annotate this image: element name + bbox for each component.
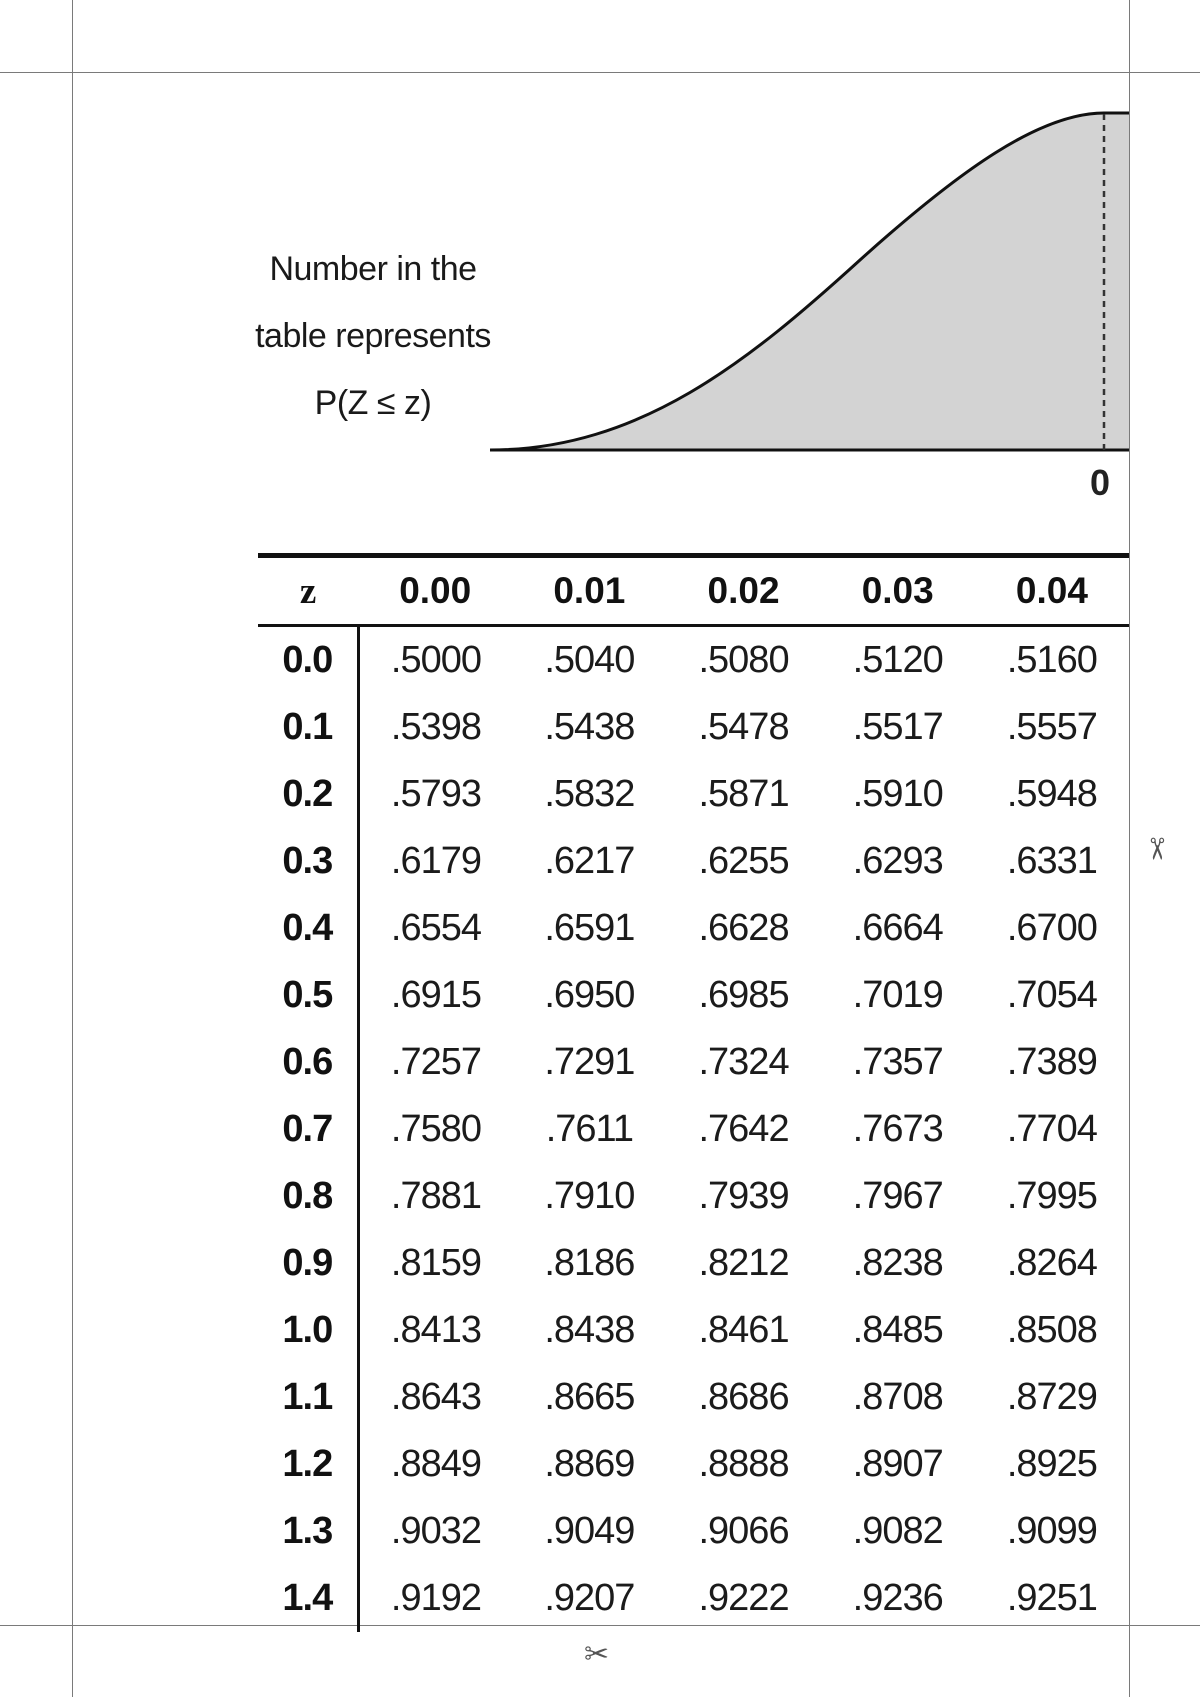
probability-cell: .7642: [698, 1108, 789, 1150]
header-z: z: [299, 570, 317, 612]
table-row: [258, 1498, 1129, 1565]
probability-cell: .5793: [390, 773, 481, 815]
header-col: 0.03: [861, 570, 934, 611]
probability-cell: .6217: [544, 840, 635, 882]
table-row: [258, 1364, 1129, 1431]
table-header-row: [258, 556, 1129, 626]
probability-cell: .6255: [698, 840, 789, 882]
probability-cell: .7019: [852, 974, 943, 1016]
table-row: [258, 1163, 1129, 1230]
caption-line-1: Number in the: [269, 250, 477, 288]
probability-cell: .8869: [544, 1443, 635, 1485]
probability-cell: .5040: [544, 639, 635, 681]
probability-cell: .7881: [390, 1175, 481, 1217]
z-value-cell: 1.2: [258, 1431, 358, 1498]
caption-line-2: table represents: [255, 317, 491, 355]
probability-cell: .9099: [1006, 1510, 1097, 1552]
probability-cell: .6591: [544, 907, 635, 949]
table-row: [258, 962, 1129, 1029]
probability-cell: .9236: [852, 1577, 943, 1619]
probability-cell: .6331: [1006, 840, 1097, 882]
probability-cell: .7967: [852, 1175, 943, 1217]
z-value-cell: 1.1: [258, 1364, 358, 1431]
z-value-cell: 0.1: [258, 694, 358, 761]
z-value-cell: 0.9: [258, 1230, 358, 1297]
probability-cell: .7995: [1006, 1175, 1097, 1217]
probability-cell: .8438: [544, 1309, 635, 1351]
table-body: [258, 626, 1129, 1633]
probability-cell: .8159: [390, 1242, 481, 1284]
probability-cell: .8888: [698, 1443, 789, 1485]
probability-cell: .6950: [544, 974, 635, 1016]
probability-cell: .7324: [698, 1041, 789, 1083]
probability-cell: .6554: [390, 907, 481, 949]
table-row: [258, 1029, 1129, 1096]
table-row: [258, 626, 1129, 695]
probability-cell: .5000: [390, 639, 481, 681]
table-row: [258, 694, 1129, 761]
probability-cell: .6293: [852, 840, 943, 882]
header-col: 0.04: [1015, 570, 1088, 611]
probability-cell: .9032: [390, 1510, 481, 1552]
table-row: [258, 761, 1129, 828]
probability-cell: .8212: [698, 1242, 789, 1284]
header-col: 0.02: [707, 570, 780, 611]
z-value-cell: 1.4: [258, 1565, 358, 1632]
probability-cell: .7910: [544, 1175, 635, 1217]
z-value-cell: 0.4: [258, 895, 358, 962]
probability-cell: .9082: [852, 1510, 943, 1552]
z-value-cell: 1.0: [258, 1297, 358, 1364]
probability-cell: .8729: [1006, 1376, 1097, 1418]
table-row: [258, 1297, 1129, 1364]
probability-cell: .5438: [544, 706, 635, 748]
caption-line-3: P(Z ≤ z): [314, 384, 432, 422]
probability-cell: .5120: [852, 639, 943, 681]
probability-cell: .5517: [852, 706, 943, 748]
probability-cell: .8413: [390, 1309, 481, 1351]
probability-cell: .5832: [544, 773, 635, 815]
probability-cell: .8485: [852, 1309, 943, 1351]
probability-cell: .7357: [852, 1041, 943, 1083]
probability-cell: .6664: [852, 907, 943, 949]
probability-cell: .7704: [1006, 1108, 1097, 1150]
z-value-cell: 1.3: [258, 1498, 358, 1565]
probability-cell: .8508: [1006, 1309, 1097, 1351]
probability-cell: .8665: [544, 1376, 635, 1418]
z-value-cell: 0.0: [258, 626, 358, 695]
probability-cell: .9222: [698, 1577, 789, 1619]
probability-cell: .9192: [390, 1577, 481, 1619]
z-value-cell: 0.8: [258, 1163, 358, 1230]
header-col: 0.01: [553, 570, 626, 611]
probability-cell: .5398: [390, 706, 481, 748]
z-value-cell: 0.6: [258, 1029, 358, 1096]
probability-cell: .6628: [698, 907, 789, 949]
probability-cell: .5478: [698, 706, 789, 748]
probability-cell: .9251: [1006, 1577, 1097, 1619]
probability-cell: .7611: [545, 1108, 633, 1150]
probability-cell: .7389: [1006, 1041, 1097, 1083]
z-value-cell: 0.3: [258, 828, 358, 895]
probability-cell: .8186: [544, 1242, 635, 1284]
z-value-cell: 0.2: [258, 761, 358, 828]
probability-cell: .8643: [390, 1376, 481, 1418]
table-row: [258, 895, 1129, 962]
axis-zero-label: 0: [1090, 462, 1111, 503]
probability-cell: .7939: [698, 1175, 789, 1217]
probability-cell: .7054: [1006, 974, 1097, 1016]
probability-cell: .8461: [698, 1309, 789, 1351]
probability-cell: .6985: [698, 974, 789, 1016]
table-row: [258, 1230, 1129, 1297]
z-value-cell: 0.5: [258, 962, 358, 1029]
scissors-icon: ✂: [1138, 836, 1174, 862]
probability-cell: .8238: [852, 1242, 943, 1284]
table-row: [258, 1431, 1129, 1498]
probability-cell: .7580: [390, 1108, 481, 1150]
probability-cell: .7257: [390, 1041, 481, 1083]
probability-cell: .7673: [852, 1108, 943, 1150]
probability-cell: .9049: [544, 1510, 635, 1552]
probability-cell: .8925: [1006, 1443, 1097, 1485]
probability-cell: .8686: [698, 1376, 789, 1418]
probability-cell: .5080: [698, 639, 789, 681]
table-row: [258, 1565, 1129, 1632]
probability-cell: .8264: [1006, 1242, 1097, 1284]
probability-cell: .5871: [698, 773, 789, 815]
probability-cell: .5948: [1006, 773, 1097, 815]
probability-cell: .9207: [544, 1577, 635, 1619]
probability-cell: .8907: [852, 1443, 943, 1485]
z-value-cell: 0.7: [258, 1096, 358, 1163]
header-col: 0.00: [399, 570, 472, 611]
probability-cell: .8849: [390, 1443, 481, 1485]
z-table: [258, 553, 1129, 1632]
probability-cell: .5557: [1006, 706, 1097, 748]
probability-cell: .6179: [390, 840, 481, 882]
probability-cell: .9066: [698, 1510, 789, 1552]
probability-cell: .7291: [544, 1041, 635, 1083]
probability-cell: .6915: [390, 974, 481, 1016]
probability-cell: .6700: [1006, 907, 1097, 949]
normal-curve-figure: [0, 0, 1200, 520]
table-row: [258, 1096, 1129, 1163]
table-row: [258, 828, 1129, 895]
probability-cell: .5160: [1006, 639, 1097, 681]
probability-cell: .5910: [852, 773, 943, 815]
shaded-area: [490, 113, 1129, 450]
scissors-icon: ✂: [584, 1637, 610, 1672]
probability-cell: .8708: [852, 1376, 943, 1418]
